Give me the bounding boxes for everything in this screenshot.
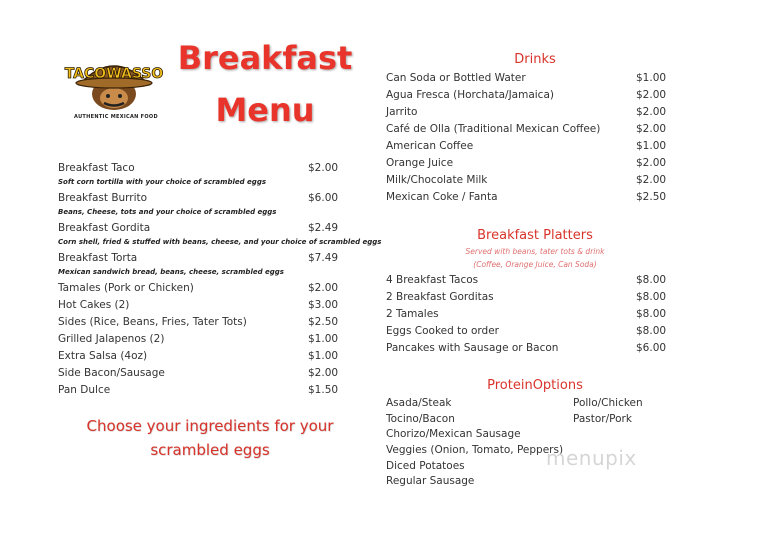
drink-name: Milk/Chocolate Milk bbox=[386, 174, 488, 186]
drink-price: $1.00 bbox=[636, 140, 667, 152]
drink-item bbox=[386, 104, 676, 121]
choose-line2: scrambled eggs bbox=[150, 441, 270, 459]
drink-item bbox=[386, 138, 676, 155]
platter-item bbox=[386, 272, 676, 289]
platter-name: 2 Tamales bbox=[386, 308, 439, 320]
breakfast-items-list bbox=[58, 160, 382, 399]
drink-price: $2.00 bbox=[636, 157, 667, 169]
protein-option: Regular Sausage bbox=[386, 475, 475, 488]
platter-name: Eggs Cooked to order bbox=[386, 325, 499, 337]
drink-name: Café de Olla (Traditional Mexican Coffee) bbox=[386, 123, 601, 135]
drink-name: Orange Juice bbox=[386, 157, 454, 169]
menu-item bbox=[58, 314, 354, 331]
protein-option: Diced Potatoes bbox=[386, 459, 465, 472]
protein-options-left bbox=[386, 396, 586, 490]
menu-item-price: $2.50 bbox=[308, 316, 339, 328]
drink-item bbox=[386, 121, 676, 138]
menu-item bbox=[58, 280, 354, 297]
drinks-title: Drinks bbox=[514, 52, 556, 67]
menu-item bbox=[58, 382, 354, 399]
protein-option: Asada/Steak bbox=[386, 397, 452, 409]
protein-option: Chorizo/Mexican Sausage bbox=[386, 428, 521, 441]
menu-item bbox=[58, 297, 354, 314]
platter-item bbox=[386, 340, 676, 357]
platter-price: $8.00 bbox=[636, 308, 667, 320]
choose-ingredients-note bbox=[60, 414, 360, 462]
platters-list bbox=[386, 272, 676, 357]
platters-title: Breakfast Platters bbox=[477, 228, 593, 243]
logo-wordmark: TACOWASSO bbox=[64, 66, 164, 82]
menu-item bbox=[58, 365, 354, 382]
protein-options-right bbox=[573, 396, 693, 427]
platter-price: $8.00 bbox=[636, 274, 667, 286]
menu-item-price: $2.00 bbox=[308, 367, 339, 379]
menu-item-desc: Corn shell, fried & stuffed with beans, cheese, and your choice of scrambled eggs bbox=[58, 238, 382, 246]
platter-price: $8.00 bbox=[636, 325, 667, 337]
platters-note-line1: Served with beans, tater tots & drink bbox=[465, 247, 605, 256]
platter-name: Pancakes with Sausage or Bacon bbox=[386, 342, 559, 354]
drink-name: Jarrito bbox=[386, 106, 418, 118]
protein-option: Pollo/Chicken bbox=[573, 397, 643, 409]
menu-item bbox=[58, 250, 354, 267]
drink-name: Mexican Coke / Fanta bbox=[386, 191, 498, 203]
protein-option: Tocino/Bacon bbox=[386, 412, 455, 425]
platter-item bbox=[386, 289, 676, 306]
menu-item bbox=[58, 348, 354, 365]
menu-item-name: Extra Salsa (4oz) bbox=[58, 350, 148, 362]
drink-price: $2.00 bbox=[636, 123, 667, 135]
menu-item-price: $7.49 bbox=[308, 252, 339, 264]
menu-item-desc: Soft corn tortilla with your choice of scrambled eggs bbox=[58, 178, 266, 186]
menu-item-desc: Beans, Cheese, tots and your choice of scrambled eggs bbox=[58, 208, 277, 216]
menu-item-price: $3.00 bbox=[308, 299, 339, 311]
menu-item bbox=[58, 331, 354, 348]
menu-item bbox=[58, 160, 354, 177]
menu-item-price: $1.00 bbox=[308, 333, 339, 345]
drink-name: Agua Fresca (Horchata/Jamaica) bbox=[386, 89, 554, 101]
menu-item-name: Breakfast Burrito bbox=[58, 192, 148, 204]
menu-item-name: Breakfast Torta bbox=[58, 252, 138, 264]
drink-price: $1.00 bbox=[636, 72, 667, 84]
page-title-line1: Breakfast bbox=[177, 39, 353, 77]
drink-name: Can Soda or Bottled Water bbox=[386, 72, 526, 84]
drink-name: American Coffee bbox=[386, 140, 474, 152]
drink-price: $2.00 bbox=[636, 174, 667, 186]
menu-item-desc: Mexican sandwich bread, beans, cheese, scrambled eggs bbox=[58, 268, 284, 276]
drink-item bbox=[386, 87, 676, 104]
protein-option: Veggies (Onion, Tomato, Peppers) bbox=[386, 444, 564, 457]
menu-item-price: $1.50 bbox=[308, 384, 339, 396]
drinks-list bbox=[386, 70, 676, 206]
platter-price: $6.00 bbox=[636, 342, 667, 354]
menu-item-price: $2.00 bbox=[308, 162, 339, 174]
drink-item bbox=[386, 155, 676, 172]
platter-price: $8.00 bbox=[636, 291, 667, 303]
platters-note-line2: (Coffee, Orange Juice, Can Soda) bbox=[473, 260, 597, 269]
platter-name: 4 Breakfast Tacos bbox=[386, 274, 479, 286]
tacowasso-logo bbox=[58, 50, 170, 122]
menu-item-name: Pan Dulce bbox=[58, 384, 111, 396]
platter-item bbox=[386, 323, 676, 340]
logo-tagline: AUTHENTIC MEXICAN FOOD bbox=[74, 114, 158, 120]
drink-item bbox=[386, 70, 676, 87]
menu-item bbox=[58, 220, 354, 237]
menu-item-name: Sides (Rice, Beans, Fries, Tater Tots) bbox=[58, 316, 247, 328]
menu-item-name: Side Bacon/Sausage bbox=[58, 367, 165, 379]
drink-item bbox=[386, 189, 676, 206]
protein-option: Pastor/Pork bbox=[573, 412, 632, 425]
drink-price: $2.50 bbox=[636, 191, 667, 203]
menu-item-name: Grilled Jalapenos (2) bbox=[58, 333, 165, 345]
drink-price: $2.00 bbox=[636, 89, 667, 101]
menu-item-price: $6.00 bbox=[308, 192, 339, 204]
platter-name: 2 Breakfast Gorditas bbox=[386, 291, 494, 303]
menu-item-name: Breakfast Taco bbox=[58, 162, 135, 174]
page-title-line2: Menu bbox=[215, 91, 315, 129]
menu-item-price: $2.49 bbox=[308, 222, 339, 234]
menu-item-name: Breakfast Gordita bbox=[58, 222, 151, 234]
menu-item-name: Hot Cakes (2) bbox=[58, 299, 130, 311]
drink-price: $2.00 bbox=[636, 106, 667, 118]
menupix-watermark: menupix bbox=[546, 446, 637, 470]
menu-item bbox=[58, 190, 354, 207]
protein-title: ProteinOptions bbox=[487, 378, 583, 393]
menu-item-price: $2.00 bbox=[308, 282, 339, 294]
choose-line1: Choose your ingredients for your bbox=[86, 417, 334, 435]
drink-item bbox=[386, 172, 676, 189]
menu-item-name: Tamales (Pork or Chicken) bbox=[58, 282, 194, 294]
menu-item-price: $1.00 bbox=[308, 350, 339, 362]
platter-item bbox=[386, 306, 676, 323]
